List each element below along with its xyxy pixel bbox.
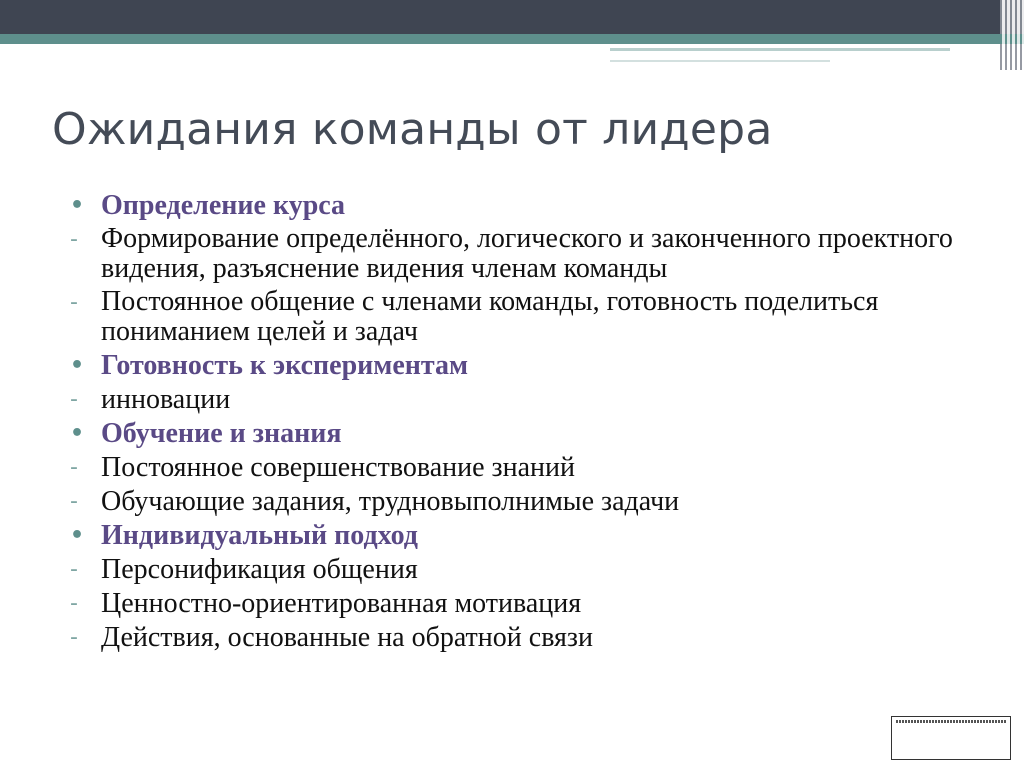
dash-item xyxy=(70,622,970,653)
dash-item xyxy=(70,452,970,483)
bullet-icon: • xyxy=(70,353,85,378)
dash-item xyxy=(70,486,970,517)
dash-item-text: Действия, основанные на обратной связи xyxy=(101,622,593,653)
bullet-heading xyxy=(70,520,970,551)
bullet-heading-text: Готовность к экспериментам xyxy=(101,350,469,381)
notes-fine-print xyxy=(896,720,1006,723)
bullet-icon: • xyxy=(70,421,85,446)
dash-item xyxy=(70,384,970,415)
notes-box xyxy=(891,716,1011,760)
bullet-heading-text: Обучение и знания xyxy=(101,418,342,449)
slide-title: Ожидания команды от лидера xyxy=(52,104,773,155)
dash-item-text: Ценностно-ориентированная мотивация xyxy=(101,588,582,619)
bullet-icon: • xyxy=(70,193,85,218)
dash-icon: - xyxy=(70,387,78,412)
dash-icon: - xyxy=(70,625,78,650)
dash-icon: - xyxy=(70,591,78,616)
dash-icon: - xyxy=(70,227,78,252)
dash-item-text: Постоянное общение с членами команды, готовность поделиться пониманием целей и задач xyxy=(101,286,879,347)
dash-icon: - xyxy=(70,455,78,480)
bullet-heading xyxy=(70,418,970,449)
bullet-heading-text: Определение курса xyxy=(101,190,346,221)
decorative-stripes-teal xyxy=(1000,34,1024,44)
dash-item xyxy=(70,554,970,585)
dash-item xyxy=(70,224,970,284)
bullet-heading xyxy=(70,190,970,221)
bullet-heading xyxy=(70,350,970,381)
dash-item-text: Формирование определённого, логического и законченного проектного видения, разъяснение видения членам команды xyxy=(101,223,953,284)
dash-icon: - xyxy=(70,489,78,514)
header-teal-band xyxy=(0,34,1024,44)
dash-item-text: Персонификация общения xyxy=(101,554,418,585)
dash-item xyxy=(70,588,970,619)
dash-item xyxy=(70,287,970,347)
dash-icon: - xyxy=(70,290,78,315)
slide-content xyxy=(70,190,970,656)
dash-icon: - xyxy=(70,557,78,582)
header-accent-line xyxy=(610,48,950,51)
bullet-heading-text: Индивидуальный подход xyxy=(101,520,418,551)
bullet-icon: • xyxy=(70,523,85,548)
dash-item-text: Постоянное совершенствование знаний xyxy=(101,452,575,483)
dash-item-text: инновации xyxy=(101,384,231,415)
header-dark-band xyxy=(0,0,1024,34)
dash-item-text: Обучающие задания, трудновыполнимые задачи xyxy=(101,486,680,517)
header-accent-line-thin xyxy=(610,60,830,62)
